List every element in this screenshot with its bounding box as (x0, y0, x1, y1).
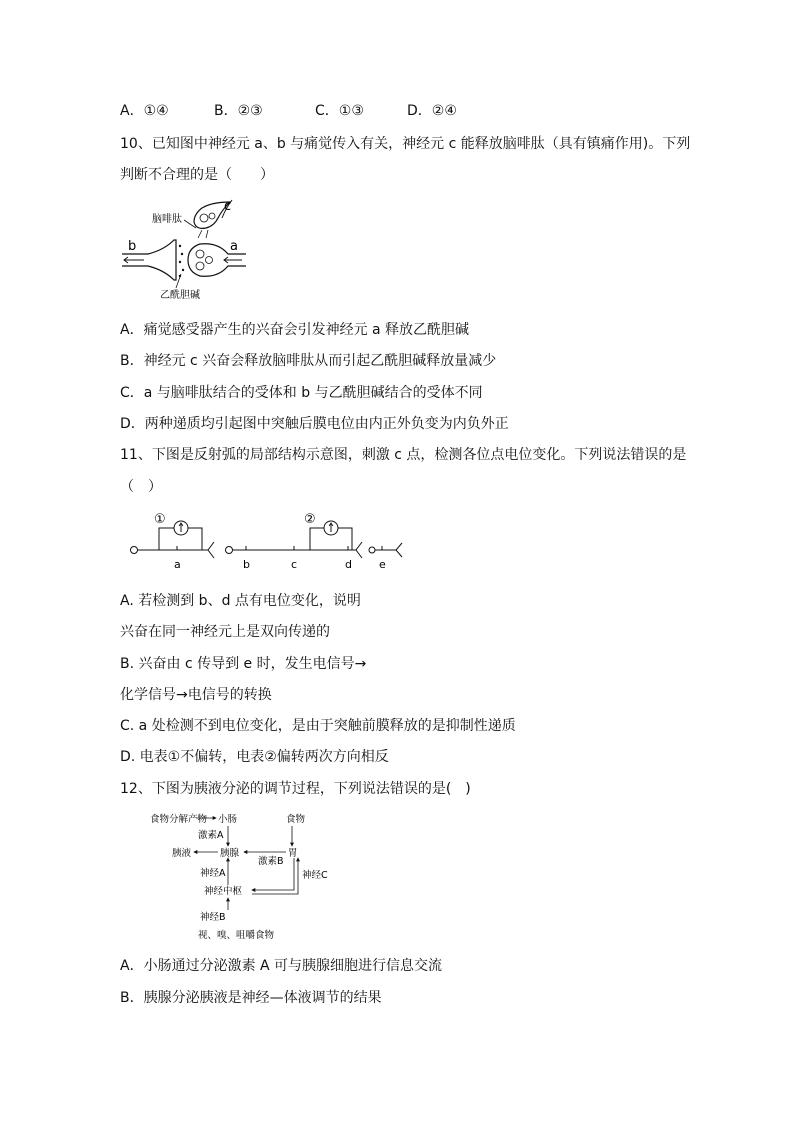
q10-label-enkephalin: 脑啡肽 (152, 214, 182, 225)
q9-options (120, 101, 457, 121)
q10-option-d: D．两种递质均引起图中突触后膜电位由内正外负变为内负外正 (120, 416, 509, 432)
q12-food: 食物 (286, 814, 306, 825)
q12-nerve-b: 神经B (200, 912, 226, 923)
q12-pancreatic-juice: 胰液 (172, 848, 192, 859)
q9-option-a: A．①④ (120, 103, 169, 119)
q9-option-b: B．②③ (214, 103, 263, 119)
q11-meter1-label: ① (154, 512, 166, 527)
q12-option-b: B．胰腺分泌胰液是神经—体液调节的结果 (120, 990, 382, 1006)
q10-label-a: a (230, 239, 238, 254)
q11-point-d: d (345, 558, 352, 571)
q10-label-b: b (128, 239, 137, 254)
q12-small-intestine: 小肠 (218, 814, 238, 825)
q12-food-products: 食物分解产物 (150, 814, 208, 825)
q10-option-b: B．神经元 c 兴奋会释放脑啡肽从而引起乙酰胆碱释放量减少 (120, 353, 497, 369)
q11-option-a-line2: 兴奋在同一神经元上是双向传递的 (120, 624, 330, 640)
q11-point-e: e (379, 558, 386, 571)
q10-option-c: C．a 与脑啡肽结合的受体和 b 与乙酰胆碱结合的受体不同 (120, 385, 483, 401)
q11-option-c: C. a 处检测不到电位变化，是由于突触前膜释放的是抑制性递质 (120, 718, 516, 734)
q10-stem-line1: 10、已知图中神经元 a、b 与痛觉传入有关，神经元 c 能释放脑啡肽（具有镇痛作用)。下列 (120, 136, 691, 152)
q12-senses: 视、嗅、咀嚼食物 (198, 930, 275, 941)
q12-pancreas: 胰腺 (220, 848, 240, 859)
q10-label-c: c (224, 199, 232, 214)
q10-option-a: A．痛觉感受器产生的兴奋会引发神经元 a 释放乙酰胆碱 (120, 322, 470, 338)
q11-option-b-line1: B. 兴奋由 c 传导到 e 时，发生电信号→ (120, 656, 367, 672)
q9-option-d: D．②④ (407, 103, 457, 119)
q11-point-c: c (291, 558, 298, 571)
q10-synapse-figure (118, 196, 248, 302)
q12-option-a: A．小肠通过分泌激素 A 可与胰腺细胞进行信息交流 (120, 958, 443, 974)
q11-option-a-line1: A. 若检测到 b、d 点有电位变化，说明 (120, 593, 361, 609)
q11-option-b-line2: 化学信号→电信号的转换 (120, 687, 272, 703)
q10-label-ach: 乙酰胆碱 (160, 290, 200, 301)
q12-nerve-center: 神经中枢 (204, 886, 243, 897)
q9-option-c: C．①③ (315, 103, 364, 119)
q11-stem-line1: 11、下图是反射弧的局部结构示意图，刺激 c 点，检测各位点电位变化。下列说法错误的是 (120, 447, 687, 463)
q11-stem-line2: （ ） (120, 479, 162, 495)
q12-regulation-figure (148, 808, 348, 948)
q12-stomach: 胃 (288, 848, 298, 859)
q12-stem: 12、下图为胰液分泌的调节过程，下列说法错误的是( ) (120, 781, 471, 797)
q12-hormone-b: 激素B (258, 856, 284, 867)
q12-nerve-c: 神经C (302, 870, 328, 881)
q11-reflex-arc-figure (126, 508, 416, 574)
q11-point-b: b (243, 558, 250, 571)
q11-meter2-label: ② (304, 512, 316, 527)
q10-stem-line2: 判断不合理的是（ ） (120, 167, 274, 183)
q11-option-d: D. 电表①不偏转，电表②偏转两次方向相反 (120, 749, 389, 765)
q11-point-a: a (174, 558, 181, 571)
q12-hormone-a: 激素A (198, 830, 224, 841)
q12-nerve-a: 神经A (200, 868, 226, 879)
